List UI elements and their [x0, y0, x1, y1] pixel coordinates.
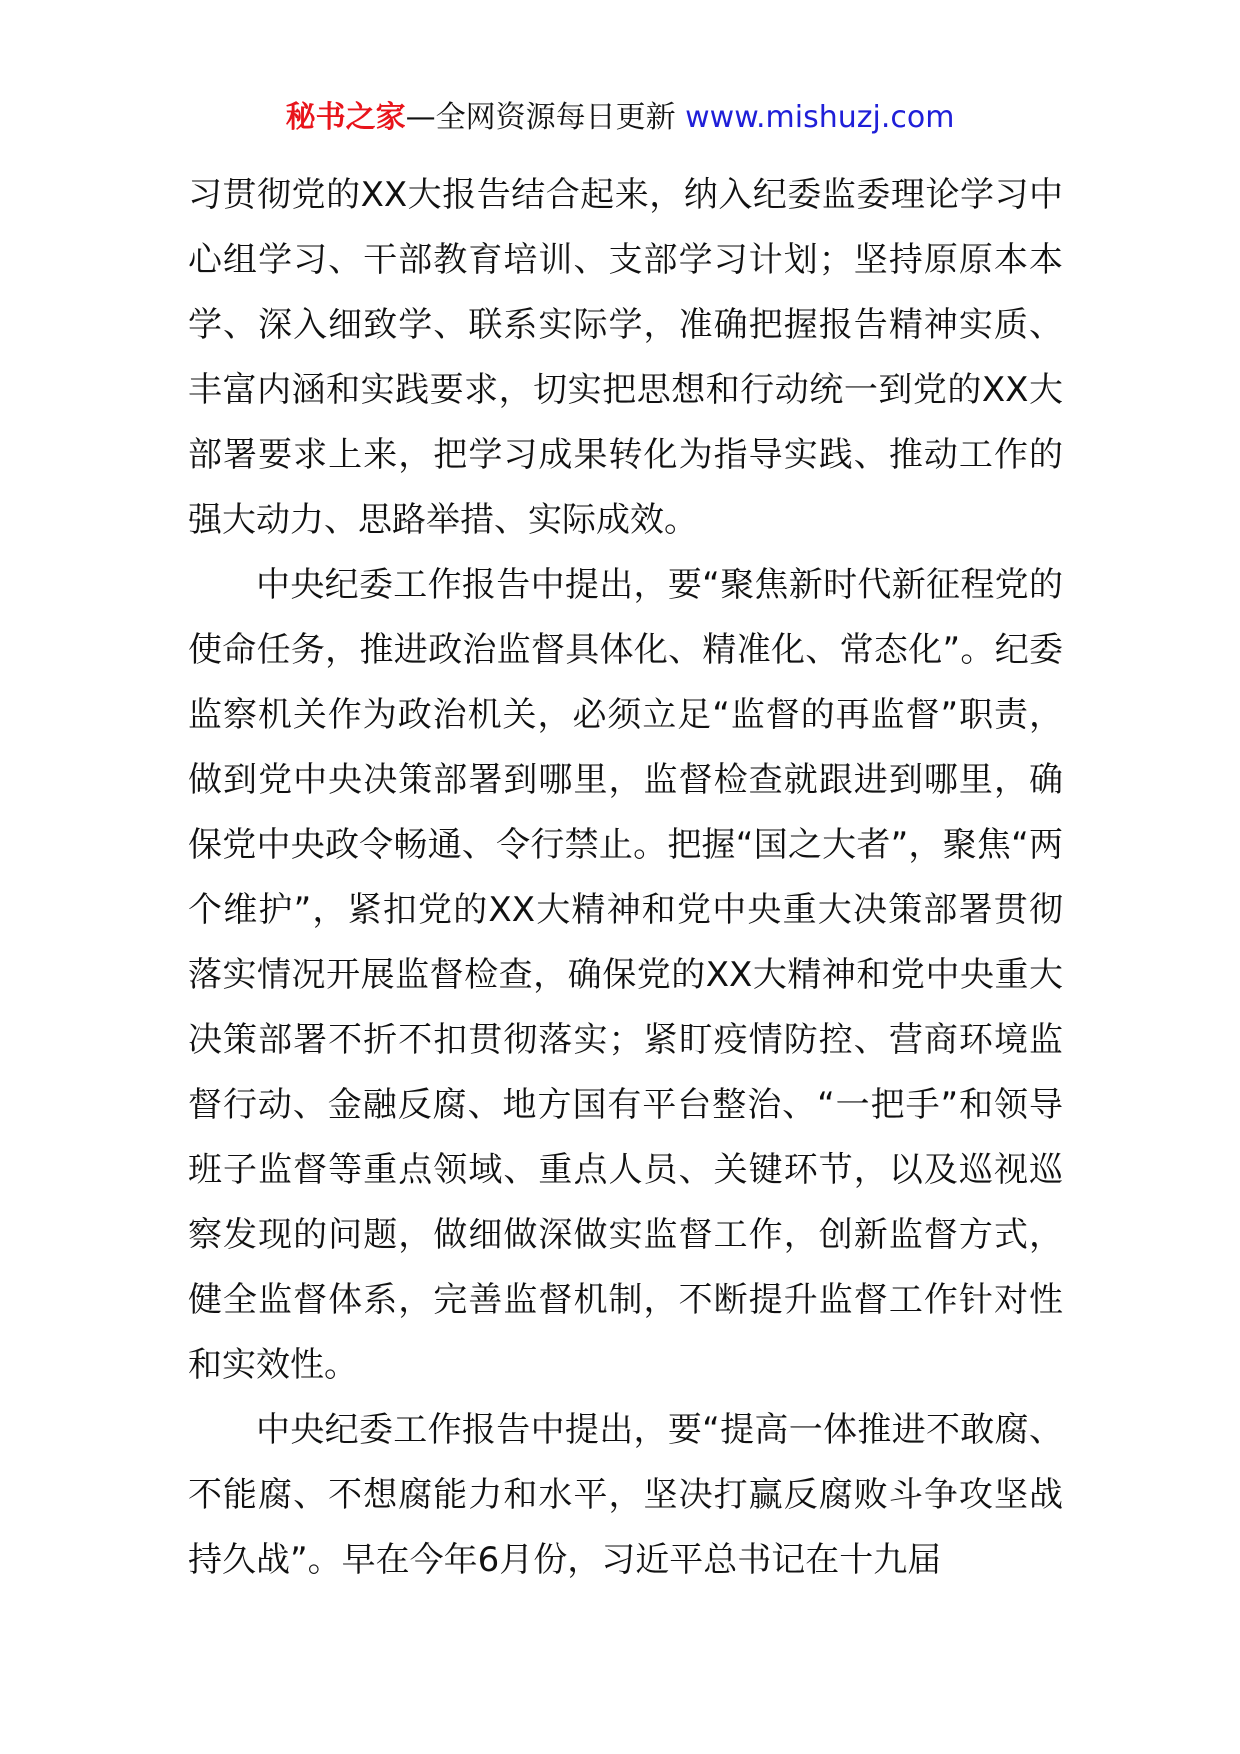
document-body [188, 163, 1063, 1593]
paragraph-3: 中央纪委工作报告中提出，要“提高一体推进不敢腐、不能腐、不想腐能力和水平，坚决打赢反腐败斗争攻坚战持久战”。早在今年6月份，习近平总书记在十九届 [188, 1410, 1063, 1580]
paragraph-1: 习贯彻党的XX大报告结合起来，纳入纪委监委理论学习中心组学习、干部教育培训、支部学习计划；坚持原原本本学、深入细致学、联系实际学，准确把握报告精神实质、丰富内涵和实践要求，切实把思想和行动统一到党的XX大部署要求上来，把学习成果转化为指导实践、推动工作的强大动力、思路举措、实际成效。 [188, 175, 1063, 540]
site-url-link[interactable]: www.mishuzj.com [685, 100, 955, 135]
paragraph-2: 中央纪委工作报告中提出，要“聚焦新时代新征程党的使命任务，推进政治监督具体化、精准化、常态化”。纪委监察机关作为政治机关，必须立足“监督的再监督”职责，做到党中央决策部署到哪里，监督检查就跟进到哪里，确保党中央政令畅通、令行禁止。把握“国之大者”，聚焦“两个维护”，紧扣党的XX大精神和党中央重大决策部署贯彻落实情况开展监督检查，确保党的XX大精神和党中央重大决策部署不折不扣贯彻落实；紧盯疫情防控、营商环境监督行动、金融反腐、地方国有平台整治、“一把手”和领导班子监督等重点领域、重点人员、关键环节，以及巡视巡察发现的问题，做细做深做实监督工作，创新监督方式，健全监督体系，完善监督机制，不断提升监督工作针对性和实效性。 [188, 565, 1063, 1385]
site-brand: 秘书之家 [285, 100, 406, 135]
site-header [0, 96, 1240, 140]
site-tagline: —全网资源每日更新 [405, 100, 686, 135]
